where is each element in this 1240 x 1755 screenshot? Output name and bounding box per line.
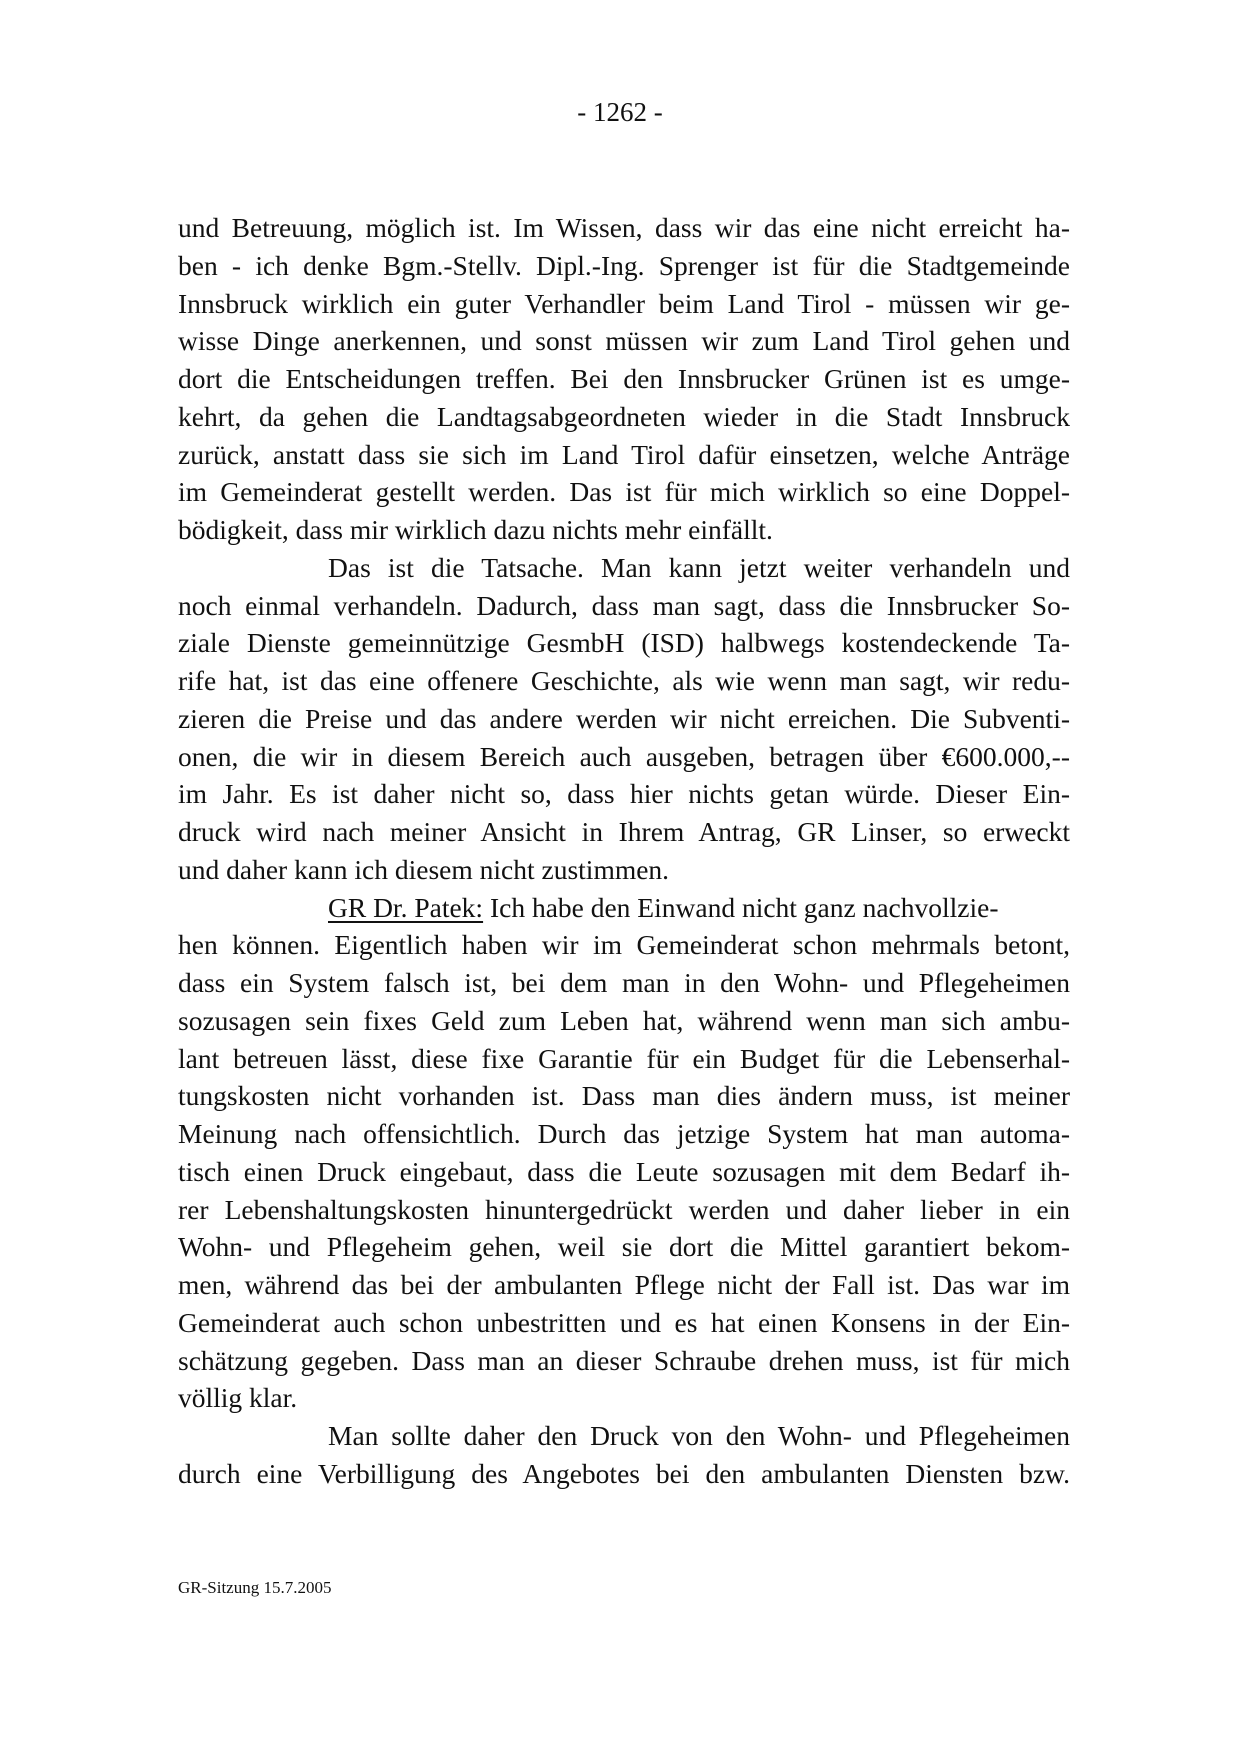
text-line: onen, die wir in diesem Bereich auch ausgeben, betragen über €600.000,-- xyxy=(178,740,1070,772)
text-line: Gemeinderat auch schon unbestritten und es hat einen Konsens in der Ein- xyxy=(178,1306,1070,1338)
text-line: ben - ich denke Bgm.-Stellv. Dipl.-Ing. Sprenger ist für die Stadtgemeinde xyxy=(178,249,1070,281)
text-line: zurück, anstatt dass sie sich im Land Tirol dafür einsetzen, welche Anträge xyxy=(178,438,1070,470)
text-line: men, während das bei der ambulanten Pflege nicht der Fall ist. Das war im xyxy=(178,1269,1070,1300)
text-line: dort die Entscheidungen treffen. Bei den Innsbrucker Grünen ist es umge- xyxy=(178,363,1070,394)
speaker-line xyxy=(178,889,1070,927)
text-line: hen können. Eigentlich haben wir im Gemeinderat schon mehrmals betont, xyxy=(178,929,1070,961)
text-line: Meinung nach offensichtlich. Durch das jetzige System hat man automa- xyxy=(178,1118,1070,1149)
text-line: zieren die Preise und das andere werden wir nicht erreichen. Die Subventi- xyxy=(178,702,1070,734)
speaker-text: Ich habe den Einwand nicht ganz nachvollzie- xyxy=(483,891,999,923)
page-number: - 1262 - xyxy=(577,97,663,127)
text-line: noch einmal verhandeln. Dadurch, dass man sagt, dass die Innsbrucker So- xyxy=(178,589,1070,621)
text-line: kehrt, da gehen die Landtagsabgeordneten wieder in die Stadt Innsbruck xyxy=(178,400,1070,432)
text-line: schätzung gegeben. Dass man an dieser Schraube drehen muss, ist für mich xyxy=(178,1344,1070,1376)
text-line: bödigkeit, dass mir wirklich dazu nichts mehr einfällt. xyxy=(178,514,773,545)
text-line: Innsbruck wirklich ein guter Verhandler beim Land Tirol - müssen wir ge- xyxy=(178,287,1070,319)
text-line: Wohn- und Pflegeheim gehen, weil sie dort die Mittel garantiert bekom- xyxy=(178,1231,1070,1263)
footer-session-date: GR-Sitzung 15.7.2005 xyxy=(178,1578,332,1597)
text-line: sozusagen sein fixes Geld zum Leben hat, während wenn man sich ambu- xyxy=(178,1004,1070,1036)
text-line: tisch einen Druck eingebaut, dass die Leute sozusagen mit dem Bedarf ih- xyxy=(178,1155,1070,1187)
text-line: im Jahr. Es ist daher nicht so, dass hier nichts getan würde. Dieser Ein- xyxy=(178,778,1070,810)
text-line: tungskosten nicht vorhanden ist. Dass man dies ändern muss, ist meiner xyxy=(178,1080,1070,1112)
text-line: rife hat, ist das eine offenere Geschichte, als wie wenn man sagt, wir redu- xyxy=(178,665,1070,696)
text-line: lant betreuen lässt, diese fixe Garantie für ein Budget für die Lebenserhal- xyxy=(178,1042,1070,1074)
text-line: dass ein System falsch ist, bei dem man in den Wohn- und Pflegeheimen xyxy=(178,967,1070,998)
text-line: Man sollte daher den Druck von den Wohn- und Pflegeheimen xyxy=(328,1420,1070,1451)
body-text xyxy=(178,209,1070,1493)
text-line: völlig klar. xyxy=(178,1382,298,1414)
text-line: wisse Dinge anerkennen, und sonst müssen wir zum Land Tirol gehen und xyxy=(178,325,1070,357)
text-line: ziale Dienste gemeinnützige GesmbH (ISD) halbwegs kostendeckende Ta- xyxy=(178,627,1070,659)
text-line: rer Lebenshaltungskosten hinuntergedrückt werden und daher lieber in ein xyxy=(178,1193,1070,1225)
text-line: durch eine Verbilligung des Angebotes bei den ambulanten Diensten bzw. xyxy=(178,1457,1070,1489)
text-line: Das ist die Tatsache. Man kann jetzt weiter verhandeln und xyxy=(328,551,1070,583)
text-line: und Betreuung, möglich ist. Im Wissen, dass wir das eine nicht erreicht ha- xyxy=(178,212,1070,243)
speaker-name: GR Dr. Patek: xyxy=(328,891,484,923)
text-line: druck wird nach meiner Ansicht in Ihrem Antrag, GR Linser, so erweckt xyxy=(178,816,1070,847)
text-line: und daher kann ich diesem nicht zustimmen. xyxy=(178,853,670,885)
text-line: im Gemeinderat gestellt werden. Das ist für mich wirklich so eine Doppel- xyxy=(178,476,1070,508)
